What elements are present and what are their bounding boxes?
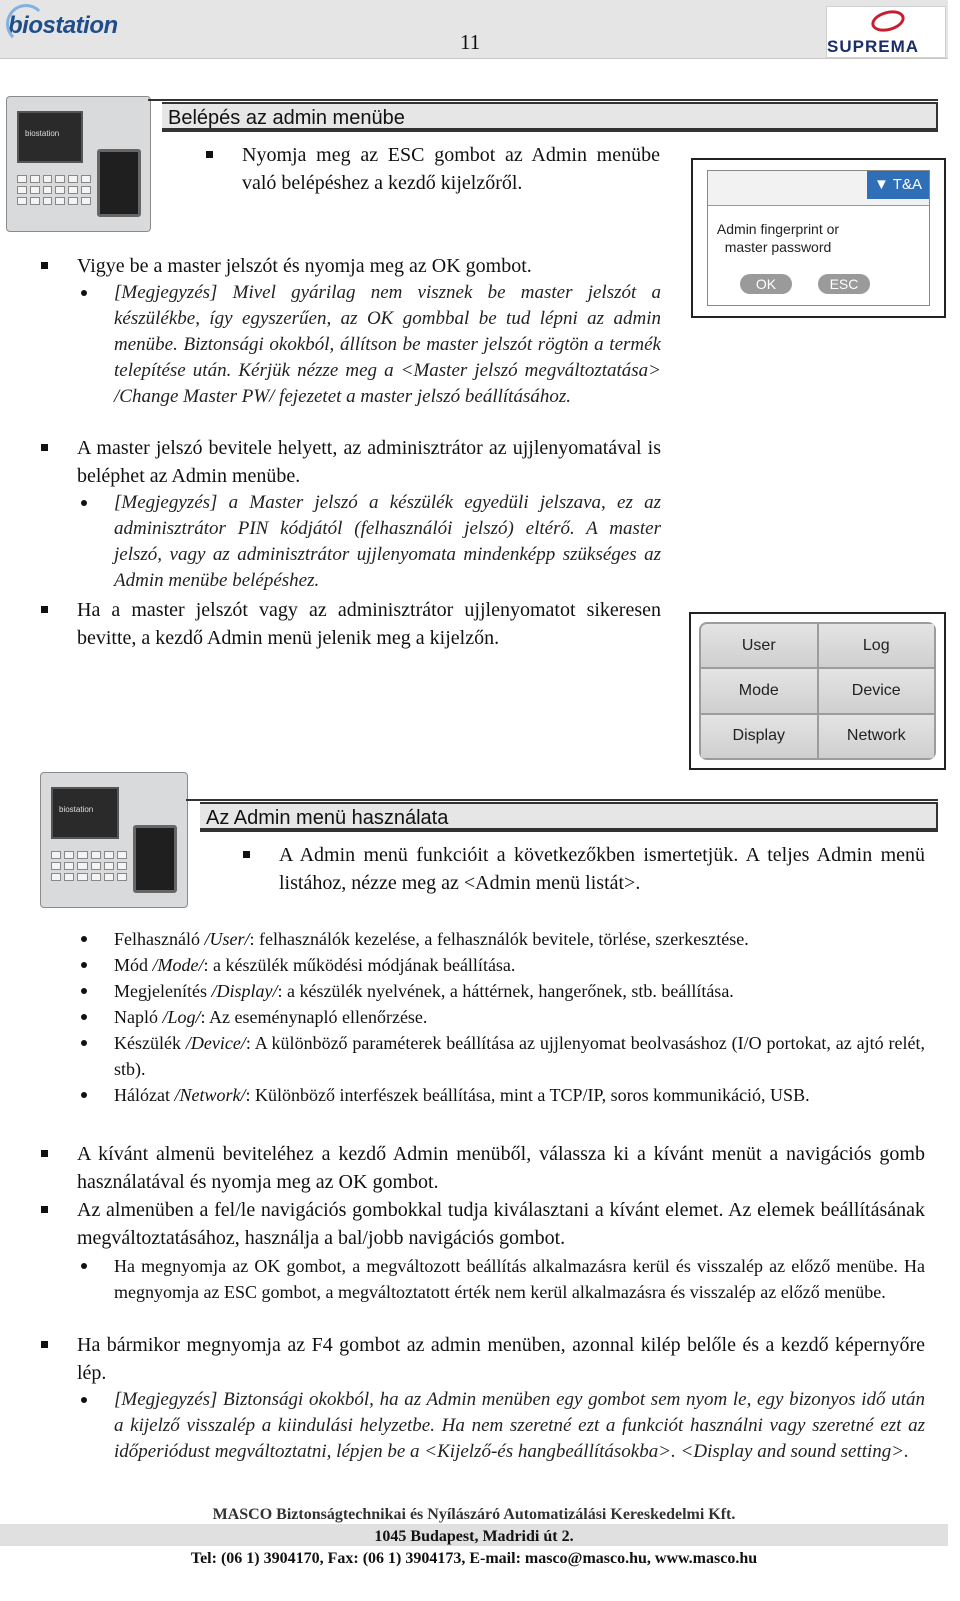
- section-rule: [200, 830, 938, 832]
- menu-item-device[interactable]: Device: [819, 669, 935, 712]
- menu-item-user[interactable]: User: [701, 624, 817, 667]
- term-en: /Log/: [162, 1007, 201, 1027]
- menu-bullet-list: [114, 926, 925, 1108]
- keypad: [51, 851, 127, 881]
- login-screen-display: [707, 170, 930, 306]
- term-en: /Network/: [174, 1085, 246, 1105]
- paragraph-navigation: Az almenüben a fel/le navigációs gombokkal tudja kiválasztani a kívánt elemet. Az elemek beállításának megváltoztatásához, használja a bal/jobb navigációs gombot.: [77, 1196, 925, 1252]
- device-image: [40, 772, 188, 908]
- note-master-password: [Megjegyzés] Mivel gyárilag nem visznek be master jelszót a készülékbe, így egyszerűen, az OK gombbal be tud lépni az admin menübe. Biztonsági okokból, állítson be master jelszót rögtön a termék telepítése után. Kérjük nézze meg a <Master jelszó megváltoztatása> /Change Master PW/ fejezetet a master jelszó beállításához.: [114, 280, 661, 410]
- note-timeout: [Megjegyzés] Biztonsági okokból, ha az Admin menüben egy gombot sem nyom le, egy bizonyos idő után a kijelző visszalép a kiindulási helyzetbe. Ha nem szeretné ezt a funkciót használni vagy szeretné ezt az időperiódust megváltoztatni, lépjen be a <Kijelző-és hangbeállításokba>. <Display and sound setting>.: [114, 1387, 925, 1465]
- desc: : Az eseménynapló ellenőrzése.: [200, 1007, 428, 1027]
- biostation-logo: [8, 12, 118, 40]
- desc: : a készülék működési módjának beállítása.: [203, 955, 516, 975]
- menu-item-mode[interactable]: Mode: [701, 669, 817, 712]
- term: Megjelenítés: [114, 981, 212, 1001]
- list-item-log: [114, 1004, 925, 1030]
- device-screen-label: biostation: [59, 805, 94, 814]
- list-item-network: [114, 1082, 925, 1108]
- section-rule: [148, 99, 938, 101]
- term-en: /Display/: [211, 981, 278, 1001]
- login-message: Admin fingerprint or master password: [716, 221, 840, 255]
- device-image: [6, 96, 151, 232]
- footer-address: 1045 Budapest, Madridi út 2.: [374, 1528, 574, 1545]
- step-fingerprint: A master jelszó bevitele helyett, az adminisztrátor az ujjlenyomatával is beléphet az Admin menübe.: [77, 434, 661, 490]
- term-en: /Mode/: [152, 955, 204, 975]
- term: Felhasználó: [114, 929, 205, 949]
- device-screen-label: biostation: [25, 129, 60, 138]
- footer-contact: Tel: (06 1) 3904170, Fax: (06 1) 3904173, E-mail: masco@masco.hu, www.masco.hu: [190, 1550, 758, 1567]
- keypad: [17, 175, 91, 205]
- paragraph-f4: Ha bármikor megnyomja az F4 gombot az admin menüben, azonnal kilép belőle és a kezdő képernyőre lép.: [77, 1331, 925, 1387]
- esc-button[interactable]: ESC: [818, 274, 870, 294]
- biostation-swirl-icon: [6, 4, 46, 44]
- login-panel: [708, 205, 929, 305]
- section-rule: [162, 130, 938, 132]
- admin-menu-grid: [699, 622, 936, 760]
- section-rule: [186, 799, 938, 801]
- suprema-logo-text: SUPREMA: [827, 37, 920, 56]
- list-item-mode: [114, 952, 925, 978]
- menu-item-log[interactable]: Log: [819, 624, 935, 667]
- biostation-logo-text: biostation: [8, 12, 118, 39]
- paragraph-ok-esc: Ha megnyomja az OK gombot, a megváltozott beállítás alkalmazásra kerül és visszalép az előző menübe. Ha megnyomja az ESC gombot, a megváltoztatott érték nem kerül alkalmazásra és visszalép az előző menübe.: [114, 1253, 925, 1305]
- section-title: Az Admin menü használata: [200, 802, 938, 830]
- term: Készülék: [114, 1033, 186, 1053]
- note-admin-pin: [Megjegyzés] a Master jelszó a készülék egyedüli jelszava, ez az adminisztrátor PIN kódjától (felhasználói jelszó) eltérő. A master jelszó, vagy az adminisztrátor ujjlenyomata mindenképp szükséges az Admin menübe belépéshez.: [114, 490, 661, 594]
- device-screen: [17, 111, 83, 163]
- term-en: /User/: [204, 929, 250, 949]
- desc: : felhasználók kezelése, a felhasználók bevitele, törlése, szerkesztése.: [249, 929, 749, 949]
- footer-company: MASCO Biztonságtechnikai és Nyílászáró Automatizálási Kereskedelmi Kft.: [212, 1506, 736, 1523]
- term: Mód: [114, 955, 153, 975]
- paragraph-select-menu: A kívánt almenü beviteléhez a kezdő Admin menüből, válassza ki a kívánt menüt a navigációs gomb használatával és nyomja meg az OK gombot.: [77, 1140, 925, 1196]
- desc: : a készülék nyelvének, a háttérnek, hangerőnek, stb. beállítása.: [277, 981, 734, 1001]
- triangle-down-icon: ▼: [874, 176, 889, 193]
- mode-indicator: [867, 171, 929, 199]
- intro-text: Nyomja meg az ESC gombot az Admin menübe való belépéshez a kezdő kijelzőről.: [242, 141, 660, 197]
- login-screen: [691, 158, 946, 318]
- menu-item-display[interactable]: Display: [701, 715, 817, 758]
- desc: : Különböző interfészek beállítása, mint a TCP/IP, soros kommunikáció, USB.: [245, 1085, 810, 1105]
- term: Napló: [114, 1007, 163, 1027]
- suprema-logo: [826, 6, 946, 58]
- desc: : A különböző paraméterek beállítása az ujjlenyomat beolvasáshoz (I/O portokat, az ajtó relét, stb).: [114, 1033, 925, 1079]
- list-item-device: [114, 1030, 925, 1082]
- device-screen: [51, 787, 119, 839]
- section2-intro: A Admin menü funkcióit a következőkben ismertetjük. A teljes Admin menü listához, nézze meg az <Admin menü listát>.: [279, 841, 925, 897]
- ok-button[interactable]: OK: [740, 274, 792, 294]
- term-en: /Device/: [185, 1033, 246, 1053]
- suprema-mark-icon: [869, 7, 907, 35]
- list-item-display: [114, 978, 925, 1004]
- step-success: Ha a master jelszót vagy az adminisztrátor ujjlenyomatot sikeresen bevitte, a kezdő Admin menü jelenik meg a kijelzőn.: [77, 596, 661, 652]
- fingerprint-sensor-icon: [97, 149, 141, 217]
- mode-label: T&A: [892, 176, 922, 193]
- admin-menu-screen: [689, 612, 946, 770]
- menu-item-network[interactable]: Network: [819, 715, 935, 758]
- list-item-user: [114, 926, 925, 952]
- page-number: 11: [460, 30, 481, 54]
- fingerprint-sensor-icon: [133, 825, 177, 893]
- section-title: Belépés az admin menübe: [162, 102, 938, 130]
- step-enter-password: Vigye be a master jelszót és nyomja meg az OK gombot.: [77, 252, 661, 280]
- term: Hálózat: [114, 1085, 175, 1105]
